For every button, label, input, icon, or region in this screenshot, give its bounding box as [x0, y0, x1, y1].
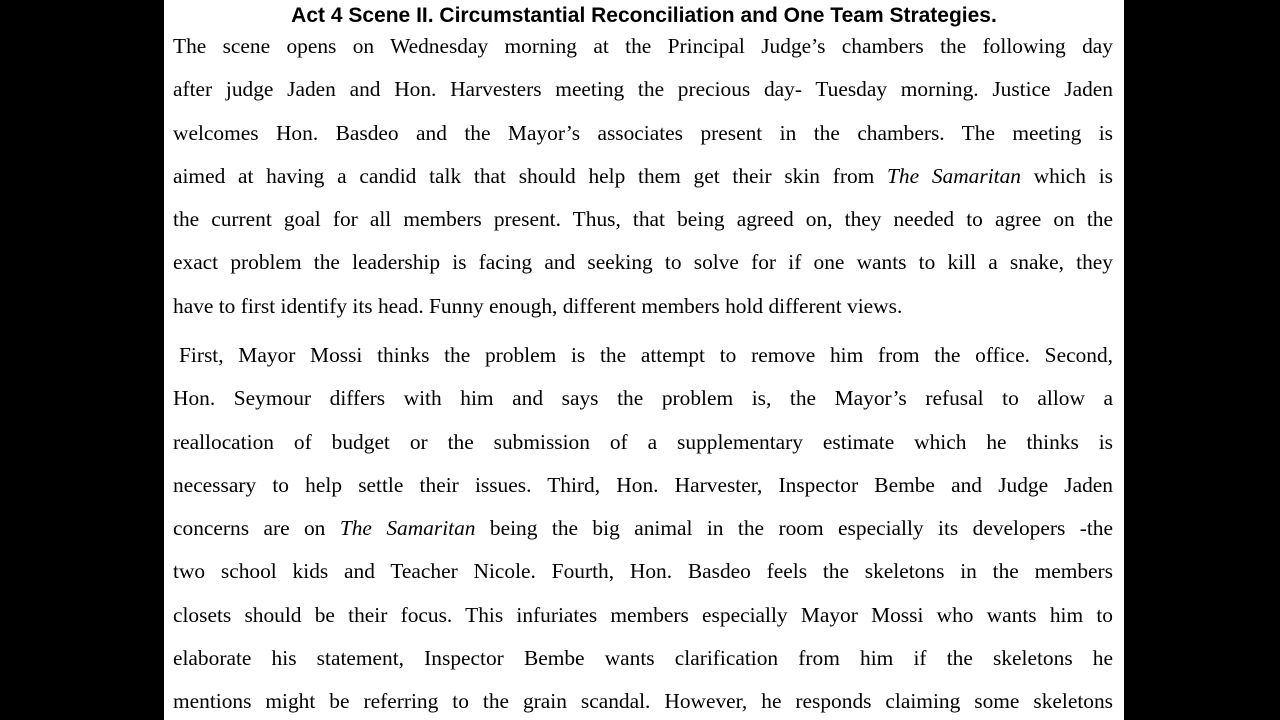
text-line: necessary to help settle their issues. Third, Hon. Harvester, Inspector Bembe and Judge Jaden	[173, 472, 1113, 497]
text-line: elaborate his statement, Inspector Bembe wants clarification from him if the skeletons he	[173, 646, 1113, 671]
text-run: being the big animal in the room especially its developers -the	[475, 516, 1113, 541]
text-line: welcomes Hon. Basdeo and the Mayor’s associates present in the chambers. The meeting is	[173, 120, 1113, 145]
paragraph-2	[173, 334, 1113, 720]
text-line: Hon. Seymour differs with him and says the problem is, the Mayor’s refusal to allow a	[173, 386, 1113, 411]
text-line: two school kids and Teacher Nicole. Fourth, Hon. Basdeo feels the skeletons in the members	[173, 559, 1113, 584]
text-line: closets should be their focus. This infuriates members especially Mayor Mossi who wants him to	[173, 602, 1113, 627]
text-line: The scene opens on Wednesday morning at the Principal Judge’s chambers the following day	[173, 34, 1113, 58]
text-line	[173, 507, 1113, 550]
text-line: after judge Jaden and Hon. Harvesters meeting the precious day- Tuesday morning. Justice Jaden	[173, 77, 1113, 102]
text-run: aimed at having a candid talk that should help them get their skin from	[173, 163, 888, 188]
text-line: First, Mayor Mossi thinks the problem is the attempt to remove him from the office. Second,	[179, 343, 1113, 367]
text-line	[173, 155, 1113, 198]
text-line: reallocation of budget or the submission of a supplementary estimate which he thinks is	[173, 429, 1113, 454]
italic-title: The Samaritan	[887, 163, 1021, 188]
italic-title: The Samaritan	[339, 516, 476, 541]
text-run: which is	[1020, 163, 1113, 188]
text-line: the current goal for all members present. Thus, that being agreed on, they needed to agree on the	[173, 207, 1113, 232]
document-page	[164, 0, 1124, 720]
paragraph-1	[173, 25, 1113, 328]
text-line: have to first identify its head. Funny enough, different members hold different views.	[173, 293, 903, 318]
text-run: concerns are on	[173, 516, 340, 541]
text-line: mentions might be referring to the grain scandal. However, he responds claiming some skeletons	[173, 689, 1113, 714]
page-title: Act 4 Scene II. Circumstantial Reconciliation and One Team Strategies.	[291, 4, 997, 27]
text-line: exact problem the leadership is facing and seeking to solve for if one wants to kill a snake, they	[173, 250, 1113, 275]
